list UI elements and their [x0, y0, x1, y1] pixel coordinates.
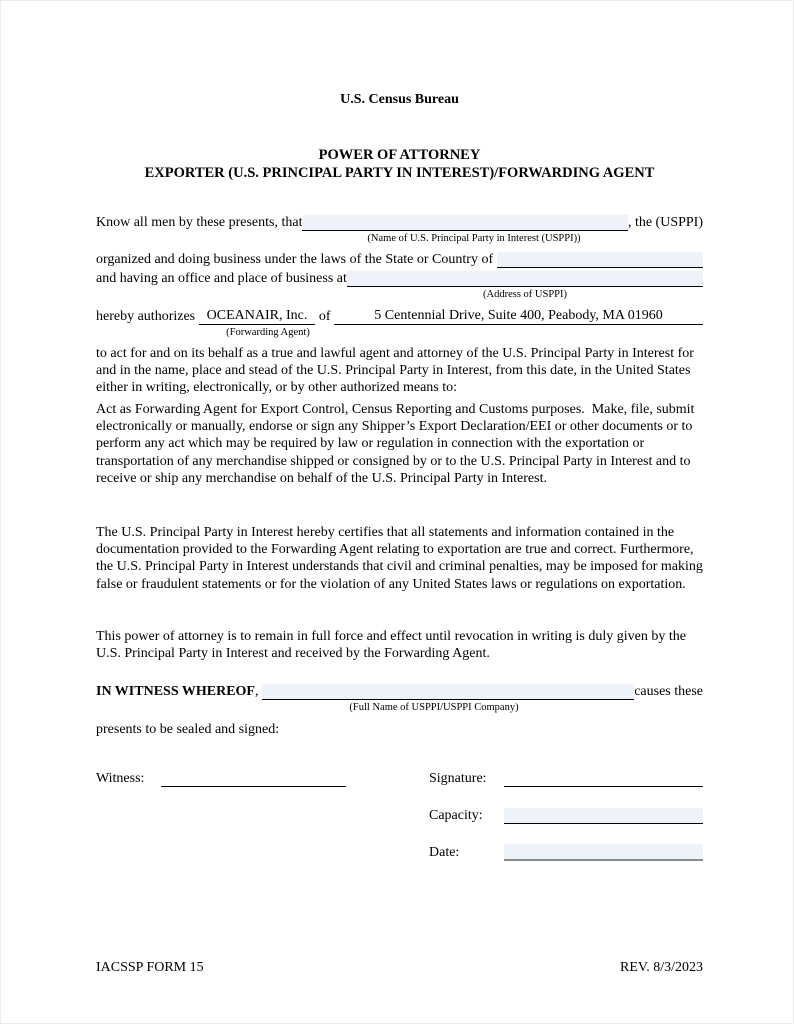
document-title	[96, 146, 703, 182]
date-label: Date:	[429, 845, 460, 860]
usppi-name-line	[96, 214, 703, 231]
intro-section	[96, 214, 703, 397]
signature-field[interactable]	[504, 771, 703, 787]
comma-text: ,	[254, 684, 262, 699]
usppi-address-line	[96, 270, 703, 287]
usppi-address-caption: (Address of USPPI)	[483, 289, 567, 300]
to-act-paragraph: to act for and on its behalf as a true and lawful agent and attorney of the U.S. Principal Party in Interest for and in the name, place and stead of the U.S. Principal Party in Interest, from this date, in the United States either in writing, electronically, or by other authorized means to:	[96, 346, 698, 396]
revision-date: REV. 8/3/2023	[620, 960, 703, 975]
usppi-name-caption-row	[96, 231, 703, 251]
after-usppi-name-text: , the (USPPI)	[627, 215, 703, 230]
forwarding-agent-field[interactable]: OCEANAIR, Inc.	[199, 307, 316, 325]
usppi-address-field[interactable]	[347, 271, 703, 287]
signature-section	[96, 770, 703, 881]
capacity-field[interactable]	[504, 808, 703, 824]
office-text: and having an office and place of business at	[96, 271, 347, 286]
of-text: of	[315, 309, 335, 324]
full-name-caption-row	[96, 700, 703, 720]
title-line-1: POWER OF ATTORNEY	[318, 147, 481, 163]
capacity-row	[96, 807, 703, 824]
date-field[interactable]	[504, 844, 703, 861]
agent-duties-paragraph: Act as Forwarding Agent for Export Control, Census Reporting and Customs purposes. Make, file, submit electronically or manually, endorse or sign any Shipper’s Export Declaration/EEI or other documents or to perform any act which may be required by law or regulation in connection with the exportation or transportation of any merchandise shipped or consigned by or to the U.S. Principal Party in Interest and to receive or ship any merchandise on behalf of the U.S. Principal Party in Interest.	[96, 402, 698, 486]
forwarding-agent-caption: (Forwarding Agent)	[226, 327, 310, 338]
in-witness-line	[96, 683, 703, 700]
agency-title: U.S. Census Bureau	[340, 92, 459, 107]
certification-paragraph: The U.S. Principal Party in Interest hereby certifies that all statements and information contained in the documentation provided to the Forwarding Agent relating to exportation are true and correct. Furthermore, the U.S. Principal Party in Interest understands that civil and criminal penalties, may be imposed for making false or fraudulent statements or for the violation of any United States laws or regulations on exportation.	[96, 525, 707, 592]
in-witness-whereof-text: IN WITNESS WHEREOF	[96, 684, 255, 699]
form-number: IACSSP FORM 15	[96, 960, 204, 975]
revocation-paragraph: This power of attorney is to remain in full force and effect until revocation in writing is duly given by the U.S. Principal Party in Interest and received by the Forwarding Agent.	[96, 629, 690, 662]
signature-label: Signature:	[429, 771, 487, 786]
state-country-line	[96, 251, 703, 268]
forwarding-agent-caption-row	[96, 325, 703, 345]
full-name-caption: (Full Name of USPPI/USPPI Company)	[349, 702, 519, 713]
date-group	[429, 844, 703, 861]
date-row	[96, 844, 703, 861]
state-or-country-field[interactable]	[497, 252, 703, 268]
witness-field[interactable]	[161, 771, 346, 787]
forwarding-agent-line	[96, 307, 703, 325]
know-all-men-text: Know all men by these presents, that	[96, 215, 303, 230]
witness-signature-row	[96, 770, 703, 787]
usppi-full-name-field[interactable]	[262, 684, 634, 700]
hereby-authorizes-text: hereby authorizes	[96, 309, 199, 324]
usppi-name-caption: (Name of U.S. Principal Party in Interest (USPPI))	[367, 233, 581, 244]
causes-these-text: causes these	[634, 684, 703, 699]
witness-whereof-section	[96, 683, 703, 738]
witness-group	[96, 770, 429, 787]
capacity-group	[429, 807, 703, 824]
usppi-name-field[interactable]	[302, 215, 627, 231]
forwarding-agent-address-field[interactable]: 5 Centennial Drive, Suite 400, Peabody, MA 01960	[334, 307, 703, 325]
usppi-address-caption-row	[96, 287, 703, 307]
presents-text: presents to be sealed and signed:	[96, 722, 280, 737]
signature-group	[429, 770, 703, 787]
capacity-label: Capacity:	[429, 808, 483, 823]
page-footer	[96, 960, 703, 976]
witness-label: Witness:	[96, 771, 145, 786]
organized-text: organized and doing business under the laws of the State or Country of	[96, 252, 497, 267]
title-line-2: EXPORTER (U.S. PRINCIPAL PARTY IN INTEREST)/FORWARDING AGENT	[144, 165, 655, 181]
